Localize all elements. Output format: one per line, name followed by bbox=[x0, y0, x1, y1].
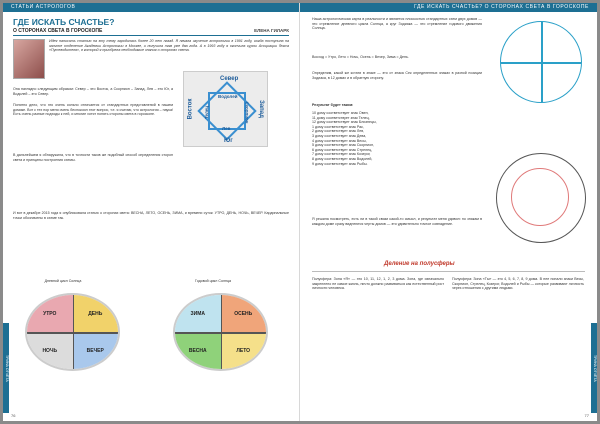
paragraph-2: Восход = Утро, Лето = Ночь, Осень = Вечер, Зима = День. bbox=[312, 55, 409, 59]
list-item: 1 дому соответствует знак Рак, bbox=[312, 124, 364, 129]
vertical-axis bbox=[541, 22, 543, 102]
vertical-axis bbox=[221, 295, 223, 369]
quadrant-morning: УТРО bbox=[27, 295, 73, 332]
yearly-cycle-label: Годовой цикл Солнца bbox=[194, 279, 232, 283]
house-sign-list bbox=[312, 111, 482, 166]
intro-text: Идея написать статью на эту тему зародилась более 20 лет назад. Я начала изучение астрологии в 1991 году, когда поступила на заочное отделение Академии Астрологии в Москве, и получила там уже два года. А в 1993 году я окончила курсы Асоциации Фокса «Путеводителя», в которой я приобрела необходимые знания о сторонах света. bbox=[49, 39, 289, 53]
quadrant-night: НОЧЬ bbox=[27, 332, 73, 369]
author-photo bbox=[13, 39, 45, 79]
left-page bbox=[3, 3, 300, 421]
compass-west: Запад bbox=[257, 100, 264, 118]
paragraph-3: Определим, какой же кстати в знаке — это от знака Сек определенных знаках в разной позиции Зодиака, в 12 домах и в обратную сторону. bbox=[312, 71, 482, 80]
list-item: 10 дому соответствует знак Овен, bbox=[312, 111, 369, 115]
zodiac-wheel bbox=[496, 153, 586, 243]
paragraph-4: Я решила посмотреть, есть ли в такой связи какой-то смысл, и результат меня удивил: по знакам в каждом доме сразу виднеются черты домов — это удивительно точное совпадение. bbox=[312, 217, 482, 226]
article-author: ЕЛЕНА ГИЛАРК bbox=[254, 28, 289, 33]
page-header: СТАТЬИ АСТРОЛОГОВ bbox=[3, 3, 299, 12]
compass-aquarius: Водолей bbox=[218, 94, 238, 99]
list-item: 12 дому соответствует знак Близнецы, bbox=[312, 120, 377, 125]
paragraph-1: Наша астрологическая карта в реальности и является плоскостью стандартных схем двух домов — это стремление дневного цикла Солнца, а круг Зодиака — это стремление годового движения Солнца. bbox=[312, 17, 482, 31]
daily-cycle-label: Дневной цикл Солнца bbox=[44, 279, 82, 283]
yearly-cycle-diagram bbox=[173, 293, 268, 371]
page-number: 76 bbox=[11, 413, 16, 418]
right-page bbox=[300, 3, 597, 421]
list-item: 8 дому соответствует знак Водолей, bbox=[312, 156, 373, 161]
compass-south: Юг bbox=[224, 138, 233, 144]
section-divider bbox=[312, 271, 585, 272]
list-item: 7 дому соответствует знак Козерог, bbox=[312, 152, 371, 157]
compass-north: Север bbox=[220, 76, 239, 82]
vertical-axis bbox=[73, 295, 75, 369]
title-rule bbox=[13, 35, 289, 36]
quadrant-day: ДЕНЬ bbox=[73, 295, 119, 332]
quadrant-autumn: ОСЕНЬ bbox=[221, 295, 267, 332]
quadrant-evening: ВЕЧЕР bbox=[73, 332, 119, 369]
list-item: 9 дому соответствует знак Рыбы. bbox=[312, 161, 368, 166]
article-subtitle: О СТОРОНАХ СВЕТА В ГОРОСКОПЕ bbox=[13, 28, 103, 34]
compass-diagram bbox=[183, 71, 268, 147]
list-item: 4 дому соответствует знак Весы, bbox=[312, 138, 367, 143]
side-band: ТРИНА ОТЧЁТА bbox=[591, 323, 597, 413]
quadrant-summer: ЛЕТО bbox=[221, 332, 267, 369]
magazine-spread bbox=[3, 3, 597, 421]
compass-east: Восток bbox=[187, 98, 194, 120]
list-item: 11 дому соответствует знак Телец, bbox=[312, 115, 370, 120]
list-item: 3 дому соответствует знак Дева, bbox=[312, 133, 367, 138]
compass-leo: Лев bbox=[222, 126, 231, 131]
compass-taurus: Телец bbox=[204, 105, 210, 120]
quadrant-winter: ЗИМА bbox=[175, 295, 221, 332]
horoscope-circle-top bbox=[500, 21, 582, 103]
zodiac-inner-circle bbox=[511, 168, 569, 226]
paragraph-4: И вот в декабре 2015 года я опубликовала статью о сторонах света: ВЕСНА, ЛЕТО, ОСЕНЬ, ЗИМА, и времени суток: УТРО, ДЕНЬ, НОЧЬ, ВЕЧЕР. Кардинальные точки обозначены в схеме так. bbox=[13, 211, 289, 220]
list-item: 5 дому соответствует знак Скорпион, bbox=[312, 143, 375, 148]
page-header: ГДЕ ИСКАТЬ СЧАСТЬЕ? О СТОРОНАХ СВЕТА В ГОРОСКОПЕ bbox=[300, 3, 597, 12]
column-right: Полусфера: Зона «Ты» — это 4, 5, 6, 7, 8, 9 дома. В нее попали знаки Весы, Скорпион, Стрелец, Козерог, Водолей и Рыбы — которые развивают личность через отношения с другими людьми. bbox=[452, 277, 584, 291]
list-item: 6 дому соответствует знак Стрелец, bbox=[312, 147, 373, 152]
paragraph-3: В дальнейшем я обнаружила, что в точности таков же подобный способ определения сторон света и принципы построения схемы. bbox=[13, 153, 173, 162]
article-title: ГДЕ ИСКАТЬ СЧАСТЬЕ? bbox=[13, 17, 115, 27]
section-title: Деление на полусферы bbox=[384, 261, 455, 267]
quadrant-spring: ВЕСНА bbox=[175, 332, 221, 369]
page-number: 77 bbox=[584, 413, 589, 418]
paragraph-1: Она наглядно следующим образом: Север – это Восток, а Скорпион – Запад, Лев – это Юг, а Водолей – это Север. bbox=[13, 87, 173, 96]
daily-cycle-diagram bbox=[25, 293, 120, 371]
side-band: ТРИНА ОТЧЁТА bbox=[3, 323, 9, 413]
result-title: Результат будет таким: bbox=[312, 103, 354, 107]
list-item: 2 дому соответствует знак Лев, bbox=[312, 129, 365, 134]
column-left: Полусфера: Зона «Я» — это 10, 11, 12, 1, 2, 3 дома. Зона, где изначально закреплено не самое жизнь, ничто должно развиваться как естественный рост личности человека. bbox=[312, 277, 444, 291]
paragraph-2: Понятно дело, что это очень сильно отличается от стандартных представлений в нашем домике. Вот с тех пор меня очень беспокоил этот вопрос, т.е. я считаю, что астрология – наука! Есть очень разные подходы к ней, и многие хотят понять стороны света в гороскопе. bbox=[13, 103, 173, 117]
compass-scorpio: Скорпион bbox=[244, 101, 250, 124]
